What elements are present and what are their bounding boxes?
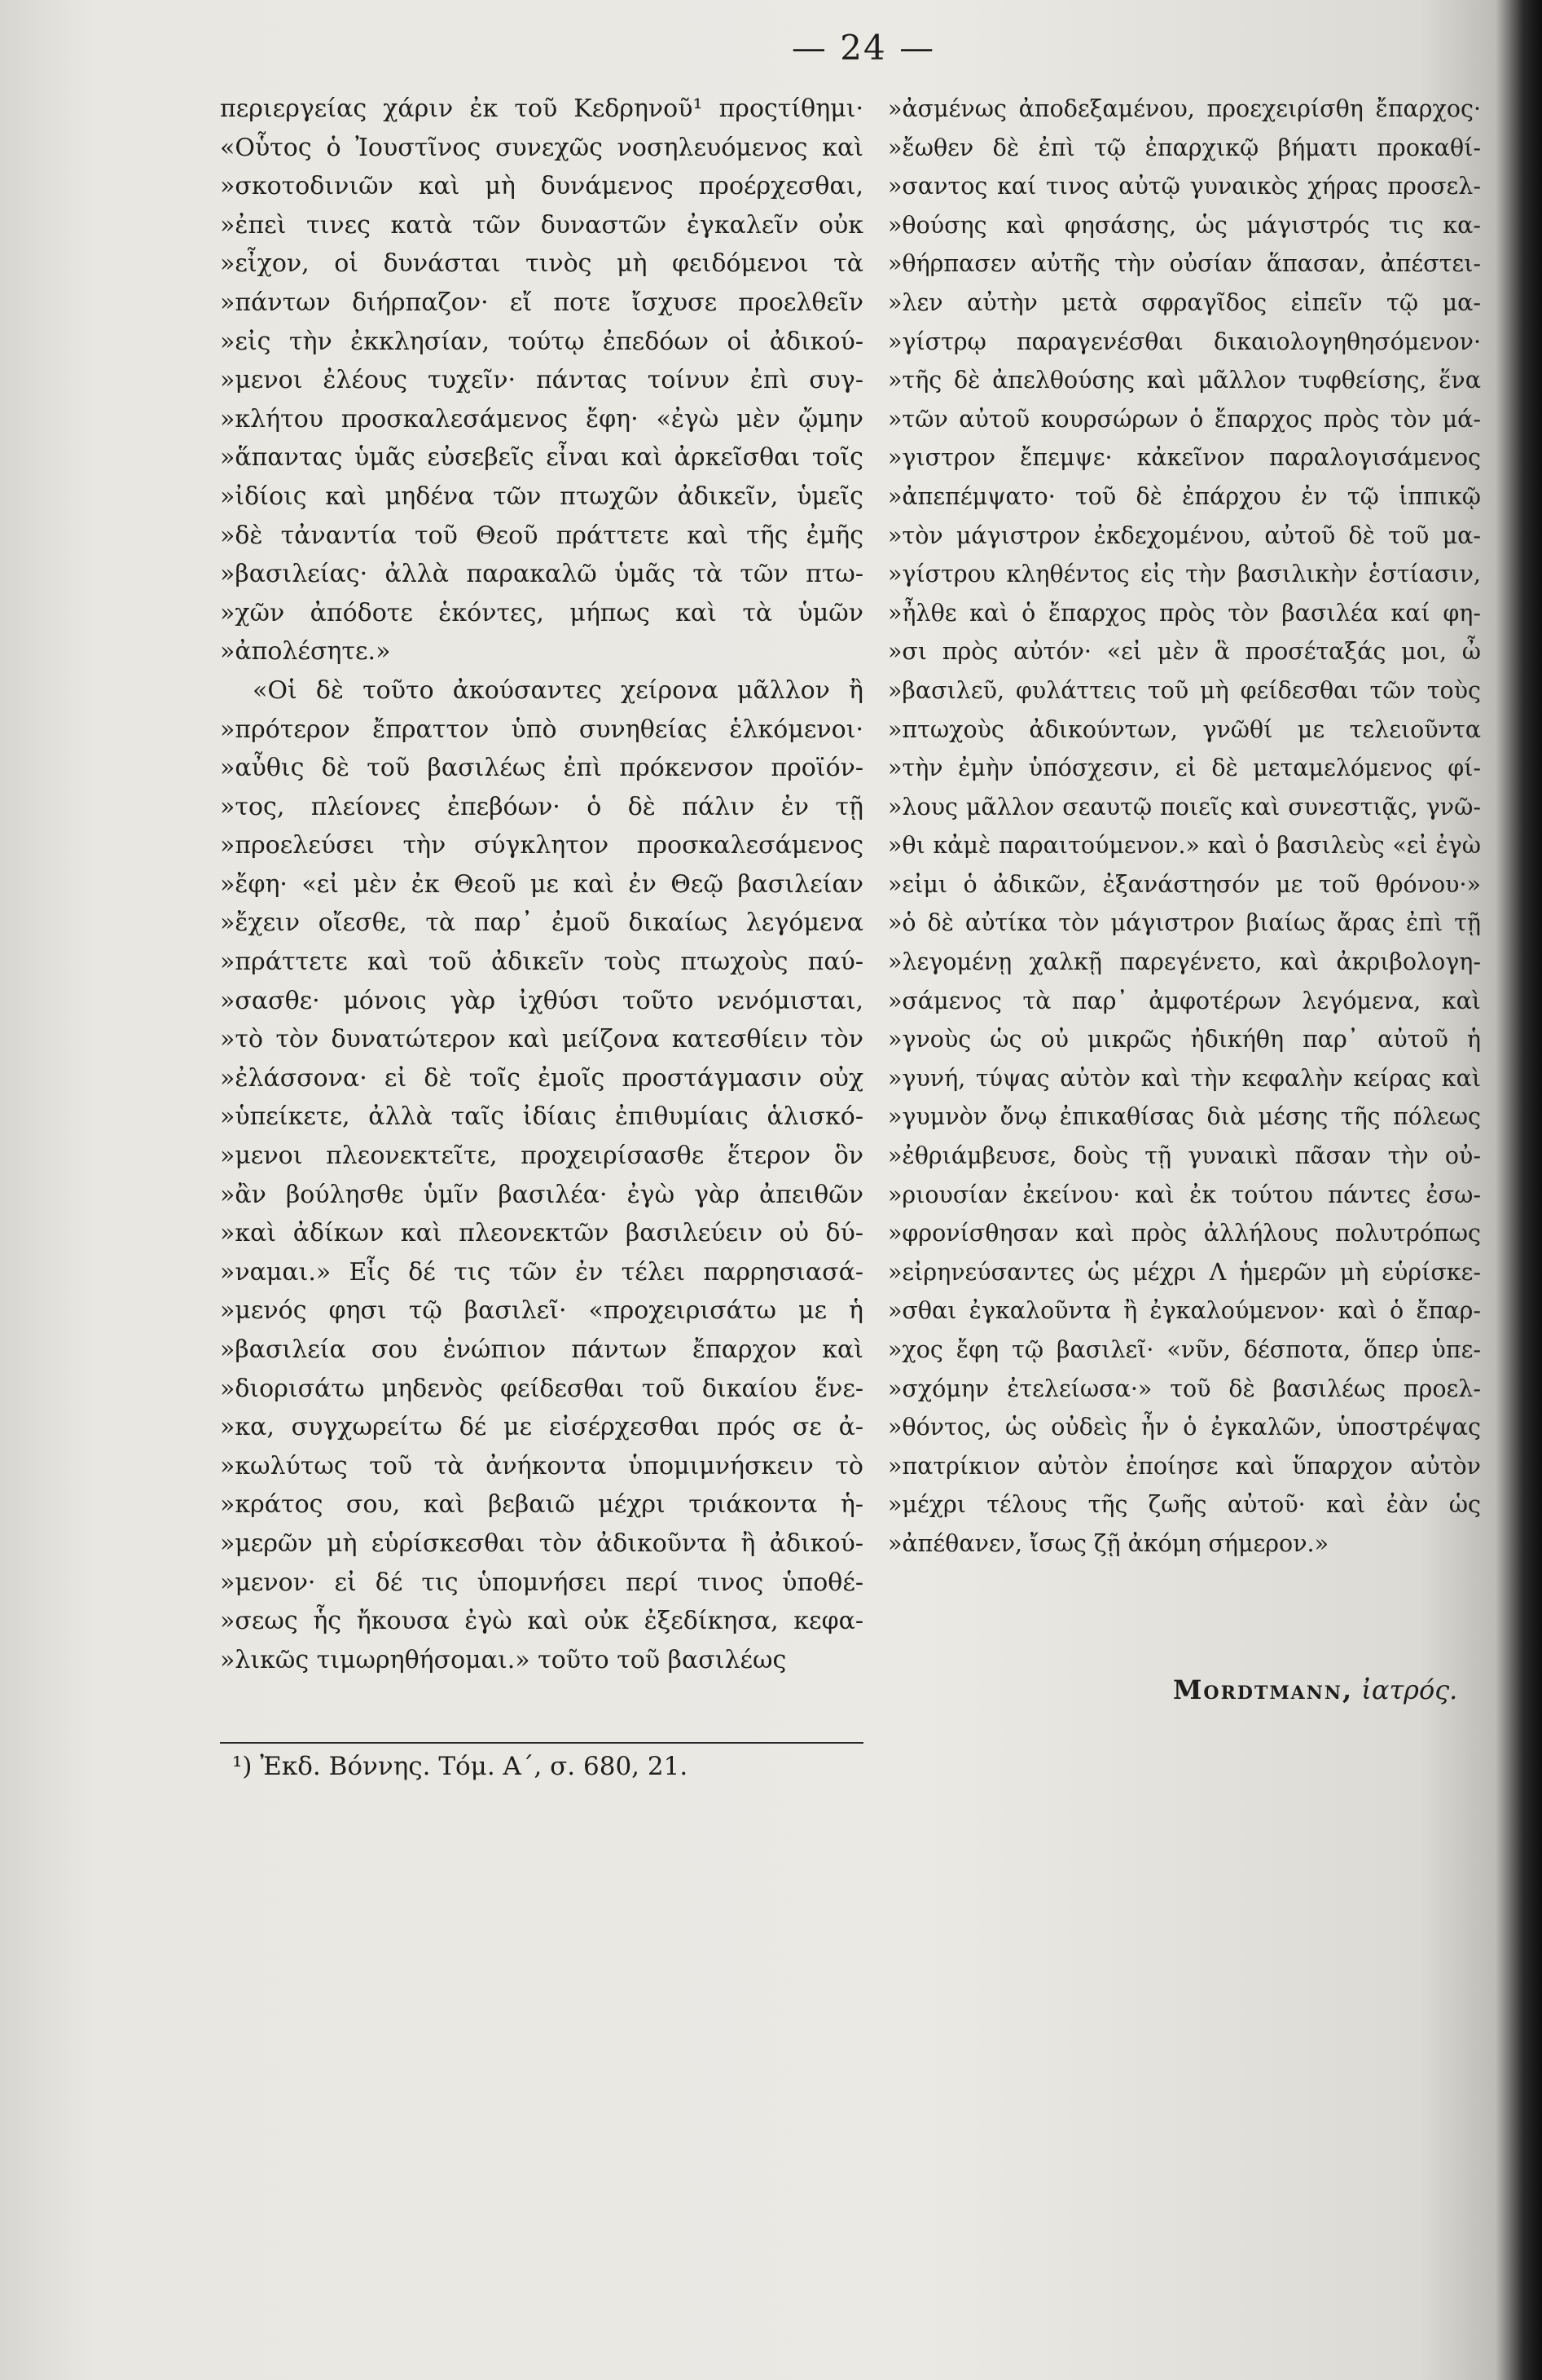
text-line: »εἰμι ὁ ἀδικῶν, ἐξανάστησόν με τοῦ θρόνου·» xyxy=(888,870,1481,898)
author-signature xyxy=(1173,1674,1457,1705)
text-line: »εἰς τὴν ἐκκλησίαν, τούτῳ ἐπεδόων οἱ ἀδικού- xyxy=(220,327,863,356)
text-line: »εἰρηνεύσαντες ὡς μέχρι Λ ἡμερῶν μὴ εὑρίσκε- xyxy=(888,1258,1481,1286)
text-line: »ναμαι.» Εἷς δέ τις τῶν ἐν τέλει παρρησιασά- xyxy=(220,1257,863,1287)
author-name: Mordtmann, xyxy=(1173,1674,1354,1705)
text-line: »βασιλεῦ, φυλάττεις τοῦ μὴ φείδεσθαι τῶν τοὺς xyxy=(888,676,1481,704)
text-line: »θούσης καὶ φησάσης, ὡς μάγιστρός τις κα- xyxy=(888,211,1481,239)
text-line: »γίστρου κληθέντος εἰς τὴν βασιλικὴν ἑστίασιν, xyxy=(888,561,1481,588)
text-line: »ἔφη· «εἰ μὲν ἐκ Θεοῦ με καὶ ἐν Θεῷ βασιλείαν xyxy=(220,869,863,899)
text-line: «Οἱ δὲ τοῦτο ἀκούσαντες χείρονα μᾶλλον ἢ xyxy=(253,675,863,705)
text-line: »τῶν αὐτοῦ κουρσώρων ὁ ἔπαρχος πρὸς τὸν μά- xyxy=(888,405,1481,433)
text-line: «Οὗτος ὁ Ἰουστῖνος συνεχῶς νοσηλευόμενος καὶ xyxy=(220,133,863,162)
text-line: »μενός φησι τῷ βασιλεῖ· «προχειρισάτω με ἡ xyxy=(220,1296,863,1326)
text-line: »προελεύσει τὴν σύγκλητον προσκαλεσάμενος xyxy=(220,831,863,860)
text-line: »πατρίκιον αὐτὸν ἐποίησε καὶ ὕπαρχον αὐτὸν xyxy=(888,1452,1481,1480)
text-line: »εἶχον, οἱ δυνάσται τινὸς μὴ φειδόμενοι τὰ xyxy=(220,249,863,279)
text-line: »τὸν μάγιστρον ἐκδεχομένου, αὐτοῦ δὲ τοῦ μα- xyxy=(888,521,1481,549)
text-line: »τος, πλείονες ἐπεβόων· ὁ δὲ πάλιν ἐν τῇ xyxy=(220,792,863,821)
text-line: περιεργείας χάριν ἐκ τοῦ Κεδρηνοῦ¹ προςτίθημι· xyxy=(220,95,863,123)
text-line: »ἰδίοις καὶ μηδένα τῶν πτωχῶν ἀδικεῖν, ὑμεῖς xyxy=(220,482,863,511)
text-line: »ἐπεὶ τινες κατὰ τῶν δυναστῶν ἐγκαλεῖν οὐκ xyxy=(220,210,863,240)
text-line: »σι πρὸς αὐτόν· «εἰ μὲν ἃ προσέταξάς μοι, ὦ xyxy=(888,638,1481,666)
text-line: »πάντων διήρπαζον· εἴ ποτε ἴσχυσε προελθεῖν xyxy=(220,288,863,317)
text-line: »ἅπαντας ὑμᾶς εὐσεβεῖς εἶναι καὶ ἀρκεῖσθαι τοῖς xyxy=(220,443,863,473)
text-line: »λικῶς τιμωρηθήσομαι.» τοῦτο τοῦ βασιλέως xyxy=(220,1645,787,1674)
text-line: »σασθε· μόνοις γὰρ ἰχθύσι τοῦτο νενόμισται, xyxy=(220,986,863,1015)
text-line: »βασιλεία σου ἐνώπιον πάντων ἔπαρχον καὶ xyxy=(220,1335,863,1364)
text-line: »γιστρον ἔπεμψε· κἀκεῖνον παραλογισάμενος xyxy=(888,444,1481,472)
text-line: »διορισάτω μηδενὸς φείδεσθαι τοῦ δικαίου ἕνε- xyxy=(220,1374,863,1403)
text-line: »γυμνὸν ὄνῳ ἐπικαθίσας διὰ μέσης τῆς πόλεως xyxy=(888,1103,1481,1131)
text-line: »κλήτου προσκαλεσάμενος ἔφη· «ἐγὼ μὲν ᾤμην xyxy=(220,404,863,433)
text-line: »σθαι ἐγκαλοῦντα ἢ ἐγκαλούμενον· καὶ ὁ ἔπαρ- xyxy=(888,1297,1481,1325)
text-line: »ἀσμένως ἀποδεξαμένου, προεχειρίσθη ἔπαρχος· xyxy=(888,95,1481,122)
text-line: »μενοι πλεονεκτεῖτε, προχειρίσασθε ἕτερον ὃν xyxy=(220,1142,863,1171)
footnote-divider xyxy=(220,1742,863,1744)
text-line: »πρότερον ἔπραττον ὑπὸ συνηθείας ἑλκόμενοι· xyxy=(220,715,863,744)
page-number: — 24 — xyxy=(791,28,936,68)
right-text-column xyxy=(888,90,1481,1564)
text-line: »τὴν ἐμὴν ὑπόσχεσιν, εἰ δὲ μεταμελόμενος φί- xyxy=(888,754,1481,782)
text-line: »ριουσίαν ἐκείνου· καὶ ἐκ τούτου πάντες ἐσω- xyxy=(888,1181,1481,1208)
text-line: »πτωχοὺς ἀδικούντων, γνῶθί με τελειοῦντα xyxy=(888,715,1481,743)
text-line: »σαντος καί τινος αὐτῷ γυναικὸς χήρας προσελ- xyxy=(888,173,1481,200)
text-line: »τῆς δὲ ἀπελθούσης καὶ μᾶλλον τυφθείσης, ἕνα xyxy=(888,367,1481,394)
left-text-column xyxy=(220,90,863,1679)
text-line: »κράτος σου, καὶ βεβαιῶ μέχρι τριάκοντα ἡ- xyxy=(220,1490,863,1520)
text-line: »θήρπασεν αὐτῆς τὴν οὐσίαν ἅπασαν, ἀπέστει- xyxy=(888,250,1481,278)
text-line: »γυνή, τύψας αὐτὸν καὶ τὴν κεφαλὴν κείρας καὶ xyxy=(888,1064,1481,1092)
text-line: »γνοὺς ὡς οὐ μικρῶς ἠδικήθη παρ᾽ αὐτοῦ ἡ xyxy=(888,1026,1481,1054)
text-line: »σάμενος τὰ παρ᾽ ἀμφοτέρων λεγόμενα, καὶ xyxy=(888,987,1481,1014)
text-line: »λεγομένῃ χαλκῇ παρεγένετο, καὶ ἀκριβολογη- xyxy=(888,948,1481,976)
footnote: ¹) Ἐκδ. Βόννης. Τόμ. Α΄, σ. 680, 21. xyxy=(232,1752,688,1781)
text-line: »ἀπολέσητε.» xyxy=(220,637,391,666)
text-line: »ἐλάσσονα· εἰ δὲ τοῖς ἐμοῖς προστάγμασιν οὐχ xyxy=(220,1063,863,1093)
text-line: »χῶν ἀπόδοτε ἑκόντες, μήπως καὶ τὰ ὑμῶν xyxy=(220,598,863,627)
text-line: »θόντος, ὡς οὐδεὶς ἦν ὁ ἐγκαλῶν, ὑποστρέψας xyxy=(888,1414,1481,1441)
text-line: »ἀπεπέμψατο· τοῦ δὲ ἐπάρχου ἐν τῷ ἱππικῷ xyxy=(888,482,1481,510)
text-line: »κα, συγχωρείτω δέ με εἰσέρχεσθαι πρός σε ἀ- xyxy=(220,1413,863,1442)
text-line: »λεν αὐτὴν μετὰ σφραγῖδος εἰπεῖν τῷ μα- xyxy=(888,288,1481,316)
text-line: »μενον· εἰ δέ τις ὑπομνήσει περί τινος ὑποθέ- xyxy=(220,1568,863,1597)
text-line: »δὲ τἀναντία τοῦ Θεοῦ πράττετε καὶ τῆς ἐμῆς xyxy=(220,521,863,550)
text-line: »ὁ δὲ αὐτίκα τὸν μάγιστρον βιαίως ἄρας ἐπὶ τῇ xyxy=(888,909,1481,937)
text-line: »σκοτοδινιῶν καὶ μὴ δυνάμενος προέρχεσθαι, xyxy=(220,172,863,201)
text-line: »ἐθριάμβευσε, δοὺς τῇ γυναικὶ πᾶσαν τὴν οὐ- xyxy=(888,1142,1481,1170)
text-line: »κωλύτως τοῦ τὰ ἀνήκοντα ὑπομιμνήσκειν τὸ xyxy=(220,1451,863,1480)
author-role: ἰατρός. xyxy=(1361,1674,1458,1705)
text-line: »βασιλείας· ἀλλὰ παρακαλῶ ὑμᾶς τὰ τῶν πτω- xyxy=(220,560,863,589)
text-line: »αὖθις δὲ τοῦ βασιλέως ἐπὶ πρόκενσον προϊόν- xyxy=(220,754,863,783)
text-line: »χος ἔφη τῷ βασιλεῖ· «νῦν, δέσποτα, ὅπερ ὑπε- xyxy=(888,1336,1481,1363)
text-line: »μερῶν μὴ εὑρίσκεσθαι τὸν ἀδικοῦντα ἢ ἀδικού- xyxy=(220,1529,863,1558)
text-line: »θι κἀμὲ παραιτούμενον.» καὶ ὁ βασιλεὺς «εἰ ἐγὼ xyxy=(888,832,1481,860)
text-line: »σεως ἧς ἤκουσα ἐγὼ καὶ οὐκ ἐξεδίκησα, κεφα- xyxy=(220,1607,863,1636)
text-line: »ἔχειν οἴεσθε, τὰ παρ᾽ ἐμοῦ δικαίως λεγόμενα xyxy=(220,908,863,938)
text-line: »ἂν βούλησθε ὑμῖν βασιλέα· ἐγὼ γὰρ ἀπειθῶν xyxy=(220,1180,863,1209)
text-line: »πράττετε καὶ τοῦ ἀδικεῖν τοὺς πτωχοὺς παύ- xyxy=(220,948,863,977)
text-line: »ὑπείκετε, ἀλλὰ ταῖς ἰδίαις ἐπιθυμίαις ἁλισκό- xyxy=(220,1102,863,1132)
text-line: »μέχρι τέλους τῆς ζωῆς αὐτοῦ· καὶ ἐὰν ὡς xyxy=(888,1491,1481,1519)
text-line: »λους μᾶλλον σεαυτῷ ποιεῖς καὶ συνεστιᾷς, γνῶ- xyxy=(888,793,1481,820)
text-line: »ἔωθεν δὲ ἐπὶ τῷ ἐπαρχικῷ βήματι προκαθί- xyxy=(888,134,1481,161)
text-line: »μενοι ἐλέους τυχεῖν· πάντας τοίνυν ἐπὶ συγ- xyxy=(220,366,863,395)
text-line: »καὶ ἀδίκων καὶ πλεονεκτῶν βασιλεύειν οὐ δύ- xyxy=(220,1219,863,1248)
text-line: »φρονίσθησαν καὶ πρὸς ἀλλήλους πολυτρόπως xyxy=(888,1220,1481,1247)
text-line: »σχόμην ἐτελείωσα·» τοῦ δὲ βασιλέως προελ- xyxy=(888,1375,1481,1402)
text-line: »τὸ τὸν δυνατώτερον καὶ μείζονα κατεσθίειν τὸν xyxy=(220,1025,863,1054)
text-line: »γίστρῳ παραγενέσθαι δικαιολογηθησόμενον· xyxy=(888,328,1481,355)
text-line: »ἀπέθανεν, ἴσως ζῇ ἀκόμη σήμερον.» xyxy=(888,1529,1329,1557)
text-line: »ἦλθε καὶ ὁ ἔπαρχος πρὸς τὸν βασιλέα καί φη- xyxy=(888,599,1481,627)
